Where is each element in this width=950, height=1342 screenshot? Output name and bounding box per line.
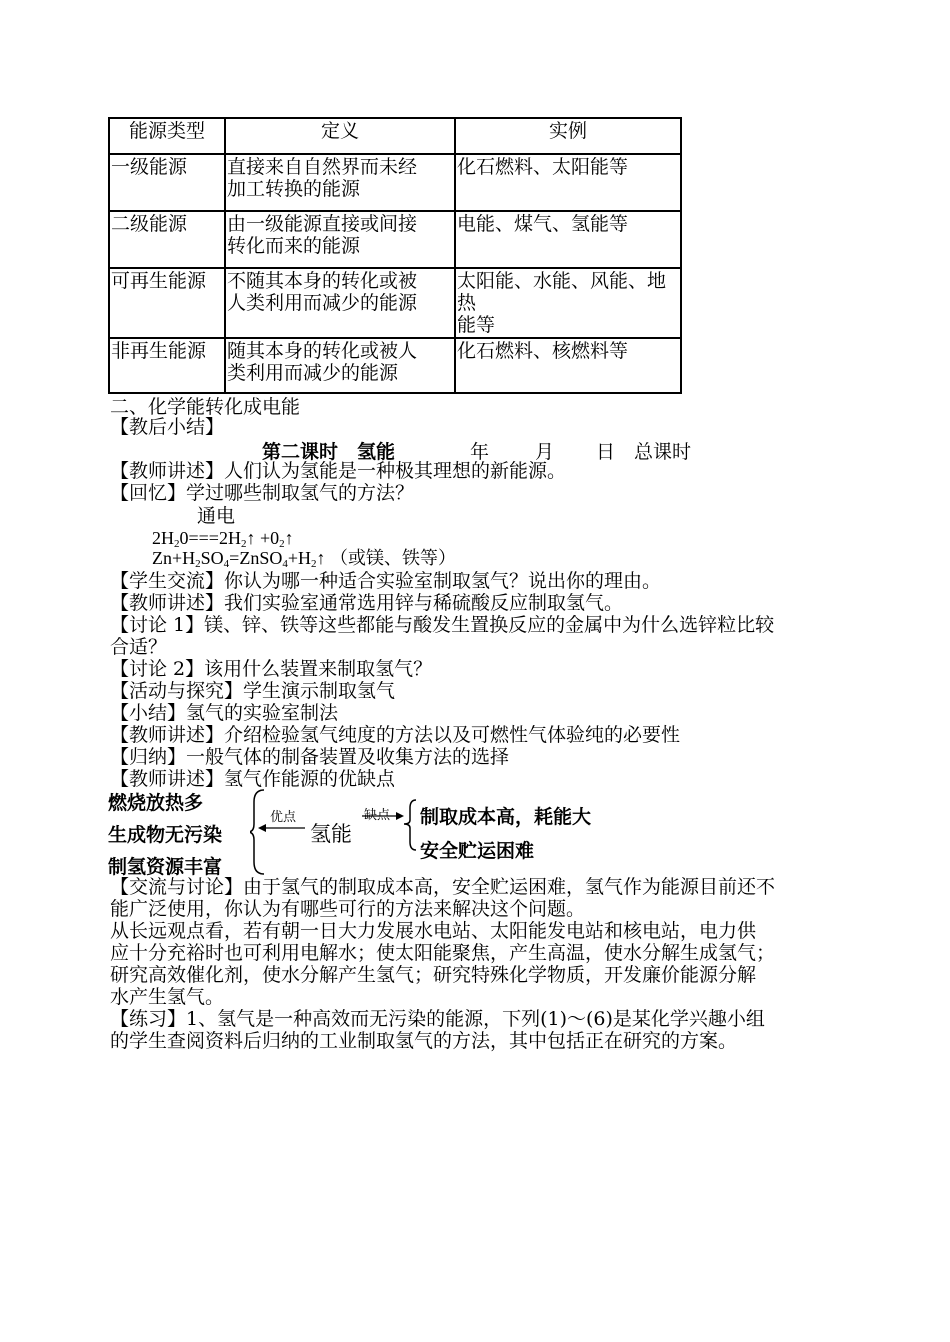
electrolysis-condition: 通电 bbox=[197, 505, 236, 527]
text-line: 【归纳】一般气体的制备装置及收集方法的选择 bbox=[110, 746, 510, 768]
text-line: 合适？ bbox=[110, 636, 168, 658]
text-line: 【交流与讨论】由于氢气的制取成本高，安全贮运困难，氢气作为能源目前还不 bbox=[110, 876, 776, 898]
advantage-item: 生成物无污染 bbox=[108, 824, 223, 846]
formula-part: ↑ bbox=[284, 528, 294, 548]
cell-type: 一级能源 bbox=[109, 154, 225, 211]
title-month: 月 bbox=[535, 441, 555, 463]
cell-definition bbox=[225, 338, 455, 393]
hydrogen-pros-cons-diagram bbox=[108, 786, 628, 876]
subscript: 4 bbox=[223, 558, 230, 570]
title-year: 年 bbox=[470, 441, 490, 463]
formula-part: 0===2H bbox=[179, 528, 241, 548]
text-line: 【学生交流】你认为哪一种适合实验室制取氢气？说出你的理由。 bbox=[110, 570, 662, 592]
table-row bbox=[109, 211, 681, 268]
cell-example bbox=[455, 211, 681, 268]
cell-definition bbox=[225, 211, 455, 268]
cell-type: 可再生能源 bbox=[109, 268, 225, 338]
text-line: 能广泛使用，你认为有哪些可行的方法来解决这个问题。 bbox=[110, 898, 586, 920]
example-line: 化石燃料、核燃料等 bbox=[457, 340, 629, 362]
example-line: 化石燃料、太阳能等 bbox=[457, 156, 629, 178]
summary-label: 【教后小结】 bbox=[110, 416, 225, 438]
cell-type: 二级能源 bbox=[109, 211, 225, 268]
example-line: 太阳能、水能、风能、地 bbox=[457, 270, 667, 292]
section-heading: 二、化学能转化成电能 bbox=[110, 396, 301, 418]
energy-types-table bbox=[108, 117, 682, 394]
definition-line: 转化而来的能源 bbox=[227, 235, 361, 257]
definition-line: 不随其本身的转化或被 bbox=[227, 270, 418, 292]
subscript: 2 bbox=[310, 558, 317, 570]
text-line: 【活动与探究】学生演示制取氢气 bbox=[110, 680, 396, 702]
text-line: 应十分充裕时也可利用电解水；使太阳能聚焦，产生高温，使水分解生成氢气； bbox=[110, 942, 776, 964]
formula-part: 2H bbox=[152, 528, 174, 548]
text-line: 【教师讲述】氢气作能源的优缺点 bbox=[110, 768, 396, 790]
formula-part: +H bbox=[287, 548, 311, 568]
cell-definition bbox=[225, 154, 455, 211]
text-line: 【练习】1、氢气是一种高效而无污染的能源，下列(1)～(6)是某化学兴趣小组 bbox=[110, 1008, 765, 1030]
subscript: 2 bbox=[174, 538, 180, 550]
equation-zinc bbox=[152, 547, 456, 569]
formula-part: SO bbox=[200, 548, 224, 568]
definition-line: 类利用而减少的能源 bbox=[227, 362, 399, 384]
definition-line: 直接来自自然界而未经 bbox=[227, 156, 418, 178]
formula-part: =ZnSO bbox=[229, 548, 283, 568]
equation-electrolysis bbox=[152, 527, 294, 549]
formula-part: Zn+H bbox=[152, 548, 196, 568]
lesson-title: 第二课时 氢能 bbox=[262, 441, 396, 463]
disadvantage-item: 安全贮运困难 bbox=[420, 840, 535, 862]
cell-definition bbox=[225, 268, 455, 338]
example-line: 电能、煤气、氢能等 bbox=[457, 213, 629, 235]
header-example: 实例 bbox=[455, 118, 681, 154]
text-line: 【讨论 1】镁、锌、铁等这些都能与酸发生置换反应的金属中为什么选锌粒比较 bbox=[110, 614, 775, 636]
formula-part: ↑ +0 bbox=[246, 528, 280, 548]
formula-part: ↑ （或镁、铁等） bbox=[316, 548, 456, 568]
table-header-row bbox=[109, 118, 681, 154]
text-line: 【教师讲述】介绍检验氢气纯度的方法以及可燃性气体验纯的必要性 bbox=[110, 724, 681, 746]
disadvantage-item: 制取成本高，耗能大 bbox=[420, 806, 592, 828]
diagram-connectors bbox=[250, 786, 570, 878]
text-line: 【回忆】学过哪些制取氢气的方法？ bbox=[110, 482, 415, 504]
example-line: 热 bbox=[457, 292, 477, 314]
hydrogen-energy-label: 氢能 bbox=[310, 822, 352, 846]
cell-example bbox=[455, 268, 681, 338]
text-line: 水产生氢气。 bbox=[110, 986, 225, 1008]
table-row bbox=[109, 154, 681, 211]
text-line: 研究高效催化剂，使水分解产生氢气；研究特殊化学物质，开发廉价能源分解 bbox=[110, 964, 757, 986]
table-row bbox=[109, 338, 681, 393]
header-energy-type: 能源类型 bbox=[109, 118, 225, 154]
text-line: 【教师讲述】我们实验室通常选用锌与稀硫酸反应制取氢气。 bbox=[110, 592, 624, 614]
definition-line: 加工转换的能源 bbox=[227, 178, 361, 200]
definition-line: 由一级能源直接或间接 bbox=[227, 213, 418, 235]
subscript: 2 bbox=[279, 538, 285, 550]
example-line: 能等 bbox=[457, 314, 496, 336]
subscript: 2 bbox=[240, 538, 247, 550]
cell-example bbox=[455, 154, 681, 211]
text-line: 【讨论 2】该用什么装置来制取氢气？ bbox=[110, 658, 433, 680]
text-line: 【小结】氢气的实验室制法 bbox=[110, 702, 339, 724]
advantage-item: 燃烧放热多 bbox=[108, 792, 204, 814]
disadvantages-label: 缺点 bbox=[364, 808, 391, 823]
definition-line: 随其本身的转化或被人 bbox=[227, 340, 418, 362]
cell-example bbox=[455, 338, 681, 393]
definition-line: 人类利用而减少的能源 bbox=[227, 292, 418, 314]
subscript: 2 bbox=[195, 558, 201, 570]
text-line: 的学生查阅资料后归纳的工业制取氢气的方法，其中包括正在研究的方案。 bbox=[110, 1030, 738, 1052]
table-row bbox=[109, 268, 681, 338]
advantages-label: 优点 bbox=[270, 810, 297, 825]
text-line: 从长远观点看，若有朝一日大力发展水电站、太阳能发电站和核电站，电力供 bbox=[110, 920, 757, 942]
cell-type: 非再生能源 bbox=[109, 338, 225, 393]
advantage-item: 制氢资源丰富 bbox=[108, 856, 223, 878]
title-day: 日 bbox=[596, 441, 616, 463]
title-total-periods: 总课时 bbox=[634, 441, 692, 463]
text-line: 【教师讲述】人们认为氢能是一种极其理想的新能源。 bbox=[110, 460, 567, 482]
subscript: 4 bbox=[282, 558, 288, 570]
header-definition: 定义 bbox=[225, 118, 455, 154]
